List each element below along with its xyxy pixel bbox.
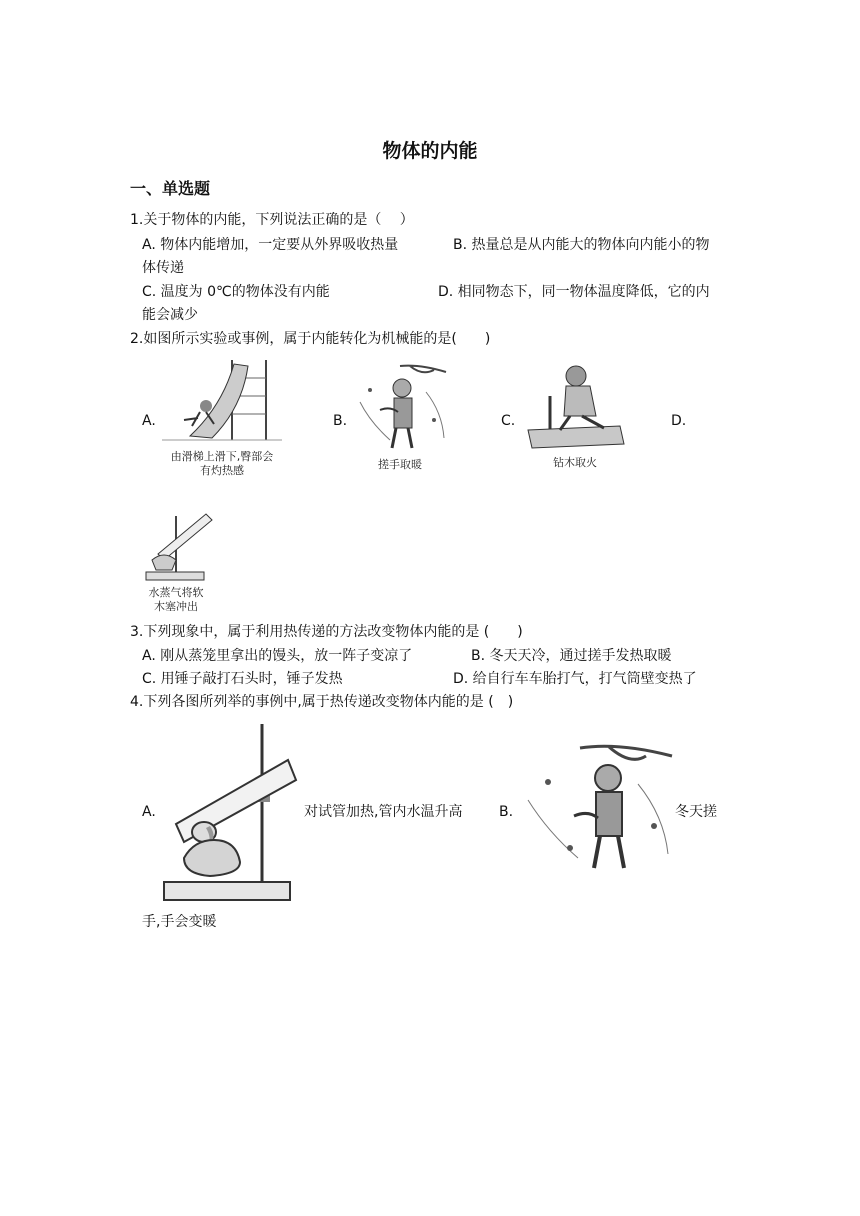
q1-option-b: B. 热量总是从内能大的物体向内能小的物 bbox=[453, 237, 710, 253]
q3-option-a: A. 刚从蒸笼里拿出的馒头，放一阵子变凉了 bbox=[142, 648, 413, 664]
q3-stem: 3.下列现象中，属于利用热传递的方法改变物体内能的是 ( ) bbox=[130, 624, 523, 640]
q1-stem: 1.关于物体的内能，下列说法正确的是（ ） bbox=[130, 212, 414, 228]
q3-option-b: B. 冬天天冷，通过搓手发热取暖 bbox=[471, 648, 672, 664]
winter-rubbing-hands-figure bbox=[518, 740, 674, 880]
steam-cork-figure bbox=[140, 508, 220, 582]
q1-option-a: A. 物体内能增加，一定要从外界吸收热量 bbox=[142, 237, 399, 253]
q4-option-b-text-cont: 手,手会变暖 bbox=[142, 914, 217, 930]
q3-option-c: C. 用锤子敲打石头时，锤子发热 bbox=[142, 671, 343, 687]
q4-label-a: A. bbox=[142, 804, 156, 820]
q3-option-d: D. 给自行车车胎打气，打气筒壁变热了 bbox=[453, 671, 697, 687]
q2-label-a: A. bbox=[142, 413, 156, 429]
q2-label-c: C. bbox=[501, 413, 516, 429]
drilling-wood-caption: 钻木取火 bbox=[553, 456, 597, 469]
q1-option-c: C. 温度为 0℃的物体没有内能 bbox=[142, 284, 330, 300]
q2-stem: 2.如图所示实验或事例，属于内能转化为机械能的是( ) bbox=[130, 331, 491, 347]
q2-label-b: B. bbox=[333, 413, 348, 429]
q2-label-d: D. bbox=[671, 413, 687, 429]
slide-caption: 由滑梯上滑下,臀部会有灼热感 bbox=[170, 450, 274, 477]
rubbing-hands-caption: 搓手取暖 bbox=[378, 458, 422, 471]
q4-option-a-text: 对试管加热,管内水温升高 bbox=[304, 804, 463, 820]
section-heading: 一、单选题 bbox=[130, 179, 211, 198]
q1-option-d: D. 相同物态下，同一物体温度降低，它的内 bbox=[438, 284, 710, 300]
rubbing-hands-figure bbox=[350, 362, 450, 454]
heating-test-tube-figure bbox=[160, 720, 300, 904]
q4-label-b: B. bbox=[499, 804, 514, 820]
q4-option-b-text: 冬天搓 bbox=[675, 804, 717, 820]
q4-stem: 4.下列各图所列举的事例中,属于热传递改变物体内能的是 ( ) bbox=[130, 694, 514, 710]
slide-figure bbox=[162, 356, 282, 446]
steam-cork-caption: 水蒸气将软木塞冲出 bbox=[148, 586, 204, 613]
q1-option-b-cont: 体传递 bbox=[142, 260, 184, 276]
drilling-wood-figure bbox=[520, 360, 630, 452]
page-title: 物体的内能 bbox=[382, 140, 478, 162]
q1-option-d-cont: 能会减少 bbox=[142, 307, 198, 323]
